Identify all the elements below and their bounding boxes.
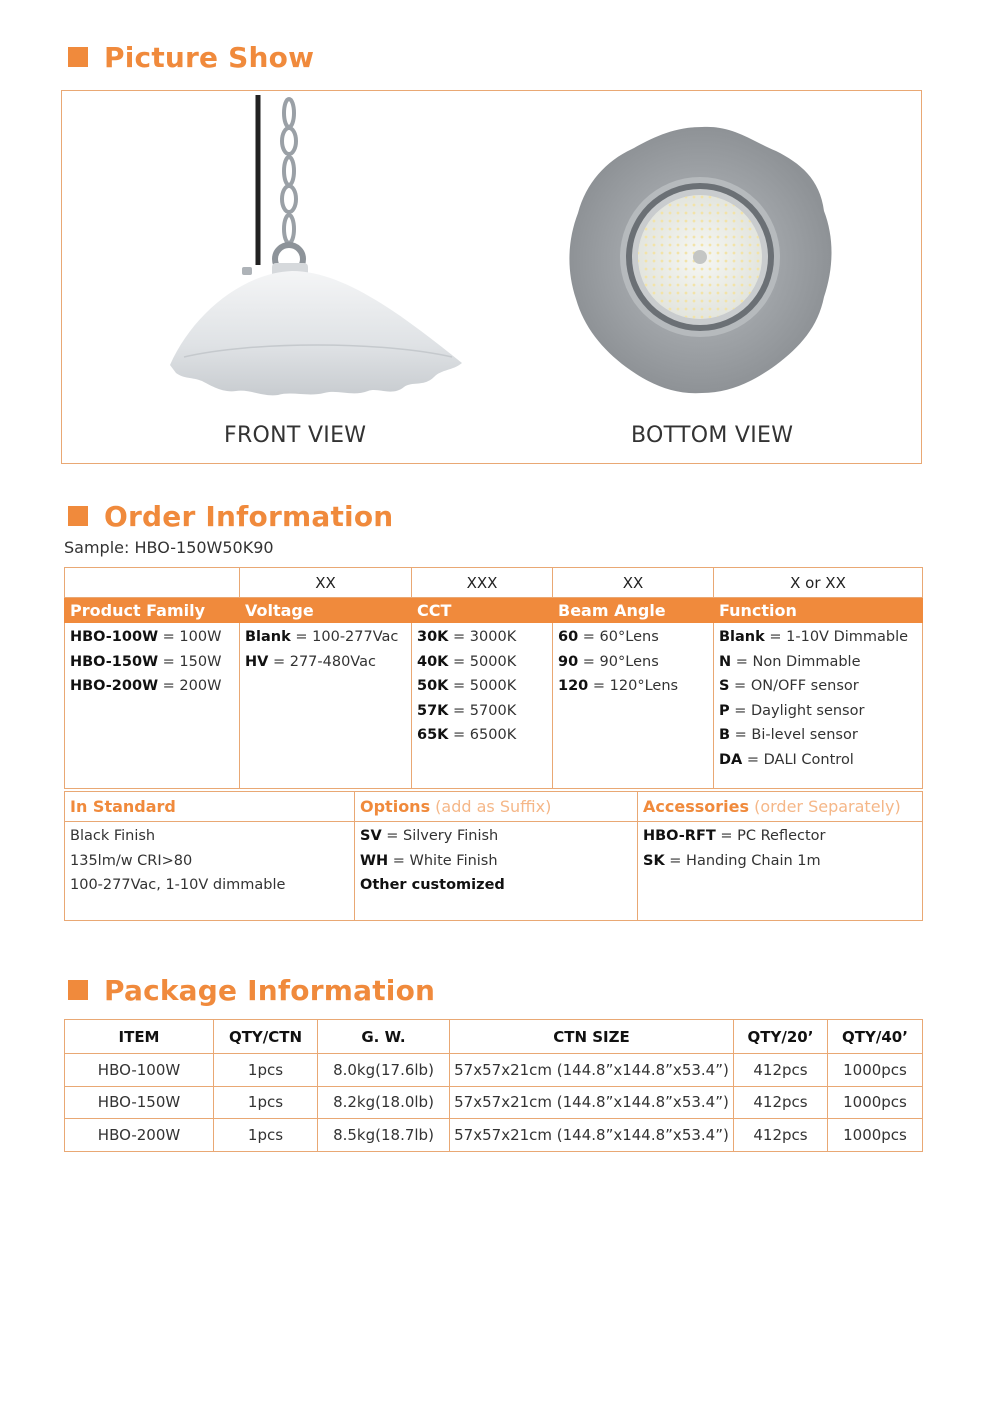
list-item: HBO-100W = 100W	[70, 629, 222, 645]
order-code-table	[64, 567, 923, 789]
order-information-heading: Order Information	[68, 499, 393, 533]
accessories-header: Accessories (order Separately)	[638, 792, 923, 822]
list-item: DA = DALI Control	[719, 751, 854, 768]
list-item: HV = 277-480Vac	[245, 653, 376, 670]
list-item: 30K = 3000K	[417, 629, 517, 645]
list-item: S = ON/OFF sensor	[719, 678, 859, 694]
code-cell: X or XX	[714, 568, 923, 598]
list-item: WH = White Finish	[360, 852, 498, 869]
front-view-caption: FRONT VIEW	[224, 423, 367, 448]
extras-table	[64, 791, 923, 921]
list-item: 100-277Vac, 1-10V dimmable	[70, 877, 286, 893]
product-family-list	[65, 623, 240, 789]
qty-ctn-header: QTY/CTN	[214, 1020, 318, 1054]
orange-square-icon	[68, 506, 88, 526]
table-cell: 57x57x21cm (144.8”x144.8”x53.4”)	[450, 1119, 734, 1152]
list-item: N = Non Dimmable	[719, 653, 861, 670]
code-cell: XXX	[412, 568, 553, 598]
table-row	[65, 1086, 923, 1119]
list-item: 57K = 5700K	[417, 702, 517, 719]
table-cell: 57x57x21cm (144.8”x144.8”x53.4”)	[450, 1054, 734, 1087]
orange-square-icon	[68, 980, 88, 1000]
list-item: HBO-RFT = PC Reflector	[643, 828, 826, 844]
list-item: SK = Handing Chain 1m	[643, 852, 821, 869]
front-view-image	[112, 95, 472, 405]
gross-weight-header: G. W.	[318, 1020, 450, 1054]
function-header: Function	[714, 598, 923, 623]
bottom-view-caption: BOTTOM VIEW	[631, 423, 794, 448]
table-cell: 1pcs	[214, 1086, 318, 1119]
voltage-list	[240, 623, 412, 789]
bottom-view-image	[562, 121, 842, 401]
table-cell: 57x57x21cm (144.8”x144.8”x53.4”)	[450, 1086, 734, 1119]
code-row	[65, 568, 923, 598]
item-header: ITEM	[65, 1020, 214, 1054]
package-header-row	[65, 1020, 923, 1054]
qty-20-header: QTY/20’	[734, 1020, 828, 1054]
in-standard-header: In Standard	[65, 792, 355, 822]
cct-list	[412, 623, 553, 789]
beam-angle-list	[553, 623, 714, 789]
qty-40-header: QTY/40’	[828, 1020, 923, 1054]
table-cell: HBO-100W	[65, 1054, 214, 1087]
table-cell: 412pcs	[734, 1119, 828, 1152]
list-item: Blank = 1-10V Dimmable	[719, 629, 909, 645]
list-item: 135lm/w CRI>80	[70, 852, 193, 869]
list-item: HBO-150W = 150W	[70, 653, 222, 670]
table-cell: 412pcs	[734, 1086, 828, 1119]
picture-box	[61, 90, 922, 464]
table-cell: 1000pcs	[828, 1086, 923, 1119]
table-cell: 412pcs	[734, 1054, 828, 1087]
list-item: 65K = 6500K	[417, 727, 517, 743]
table-cell: 8.2kg(18.0lb)	[318, 1086, 450, 1119]
table-cell: HBO-200W	[65, 1119, 214, 1152]
cct-header: CCT	[412, 598, 553, 623]
list-item: Other customized	[360, 877, 505, 893]
options-header: Options (add as Suffix)	[355, 792, 638, 822]
accessories-list	[638, 822, 923, 921]
list-item: 90 = 90°Lens	[558, 653, 659, 670]
table-cell: HBO-150W	[65, 1086, 214, 1119]
product-family-header: Product Family	[65, 598, 240, 623]
list-item: HBO-200W = 200W	[70, 678, 222, 694]
table-cell: 1000pcs	[828, 1054, 923, 1087]
package-information-heading: Package Information	[68, 973, 435, 1007]
package-table	[64, 1019, 923, 1152]
extras-body-row	[65, 822, 923, 921]
table-cell: 1pcs	[214, 1119, 318, 1152]
voltage-header: Voltage	[240, 598, 412, 623]
sample-code: Sample: HBO-150W50K90	[64, 538, 274, 557]
list-item: 50K = 5000K	[417, 678, 517, 694]
options-list	[355, 822, 638, 921]
picture-show-heading: Picture Show	[68, 40, 314, 74]
table-row	[65, 1054, 923, 1087]
code-cell: XX	[240, 568, 412, 598]
list-item: Black Finish	[70, 828, 156, 844]
extras-header-row	[65, 792, 923, 822]
code-cell: XX	[553, 568, 714, 598]
list-item: 60 = 60°Lens	[558, 629, 659, 645]
code-cell	[65, 568, 240, 598]
list-item: 120 = 120°Lens	[558, 678, 679, 694]
orange-square-icon	[68, 47, 88, 67]
table-cell: 1000pcs	[828, 1119, 923, 1152]
header-row	[65, 598, 923, 623]
list-item: P = Daylight sensor	[719, 702, 865, 719]
table-cell: 1pcs	[214, 1054, 318, 1087]
table-cell: 8.0kg(17.6lb)	[318, 1054, 450, 1087]
list-item: SV = Silvery Finish	[360, 828, 499, 844]
table-row	[65, 1119, 923, 1152]
function-list	[714, 623, 923, 789]
table-cell: 8.5kg(18.7lb)	[318, 1119, 450, 1152]
list-item: Blank = 100-277Vac	[245, 629, 399, 645]
in-standard-list	[65, 822, 355, 921]
ctn-size-header: CTN SIZE	[450, 1020, 734, 1054]
options-row	[65, 623, 923, 789]
list-item: 40K = 5000K	[417, 653, 517, 670]
beam-angle-header: Beam Angle	[553, 598, 714, 623]
list-item: B = Bi-level sensor	[719, 727, 858, 743]
